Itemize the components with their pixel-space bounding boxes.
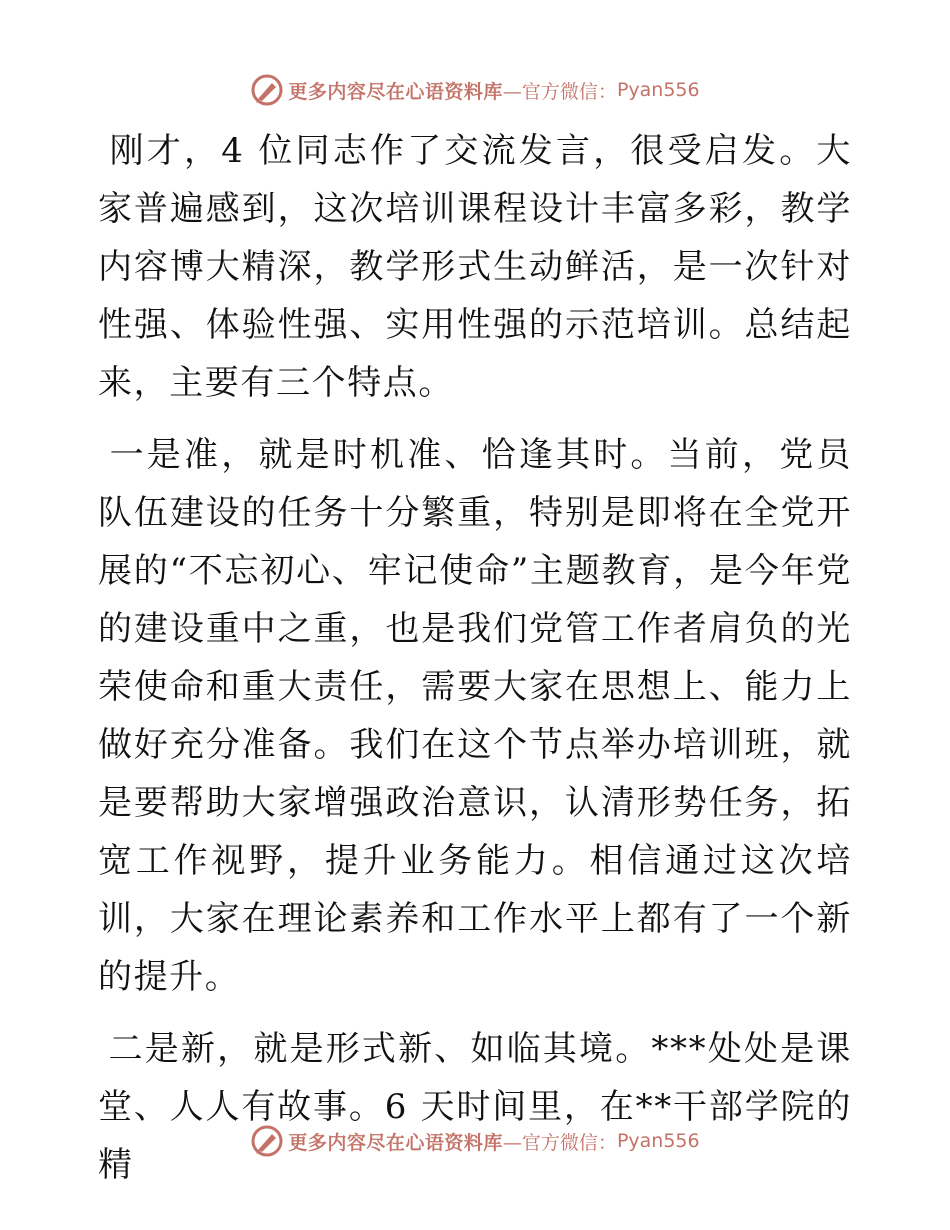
footer-banner-id: Pyan556 — [616, 1130, 700, 1152]
header-banner-inner — [250, 73, 699, 107]
header-banner-text: 更多内容尽在心语资料库 — [288, 80, 503, 103]
footer-banner — [0, 1121, 950, 1161]
footer-banner-text: 更多内容尽在心语资料库 — [288, 1131, 503, 1154]
header-banner-id: Pyan556 — [616, 79, 700, 101]
footer-banner-inner — [250, 1124, 699, 1158]
pen-logo-icon — [250, 1124, 284, 1158]
paragraph-intro — [98, 122, 852, 412]
paragraph-point-one — [98, 426, 852, 1006]
paragraph-point-one-text: 一是准，就是时机准、恰逢其时。当前，党员队伍建设的任务十分繁重，特别是即将在全党开展的“不忘初心、牢记使命”主题教育，是今年党的建设重中之重，也是我们党管工作者肩负的光荣使命和重大责任，需要大家在思想上、能力上做好充分准备。我们在这个节点举办培训班，就是要帮助大家增强政治意识，认清形势任务，拓宽工作视野，提升业务能力。相信通过这次培训，大家在理论素养和工作水平上都有了一个新的提升。 — [98, 435, 852, 997]
header-banner-separator: —官方微信： — [502, 80, 617, 103]
paragraph-point-two-text: 二是新，就是形式新、如临其境。***处处是课堂、人人有故事。6 天时间里，在**干部学院的精 — [98, 1029, 852, 1185]
paragraph-intro-text: 刚才，4 位同志作了交流发言，很受启发。大家普遍感到，这次培训课程设计丰富多彩，教学内容博大精深，教学形式生动鲜活，是一次针对性强、体验性强、实用性强的示范培训。总结起来，主要有三个特点。 — [98, 131, 852, 403]
footer-banner-separator: —官方微信： — [502, 1131, 617, 1154]
paragraph-point-two — [98, 1020, 852, 1194]
document-body — [98, 122, 852, 1208]
header-banner — [0, 70, 950, 110]
pen-logo-icon — [250, 73, 284, 107]
